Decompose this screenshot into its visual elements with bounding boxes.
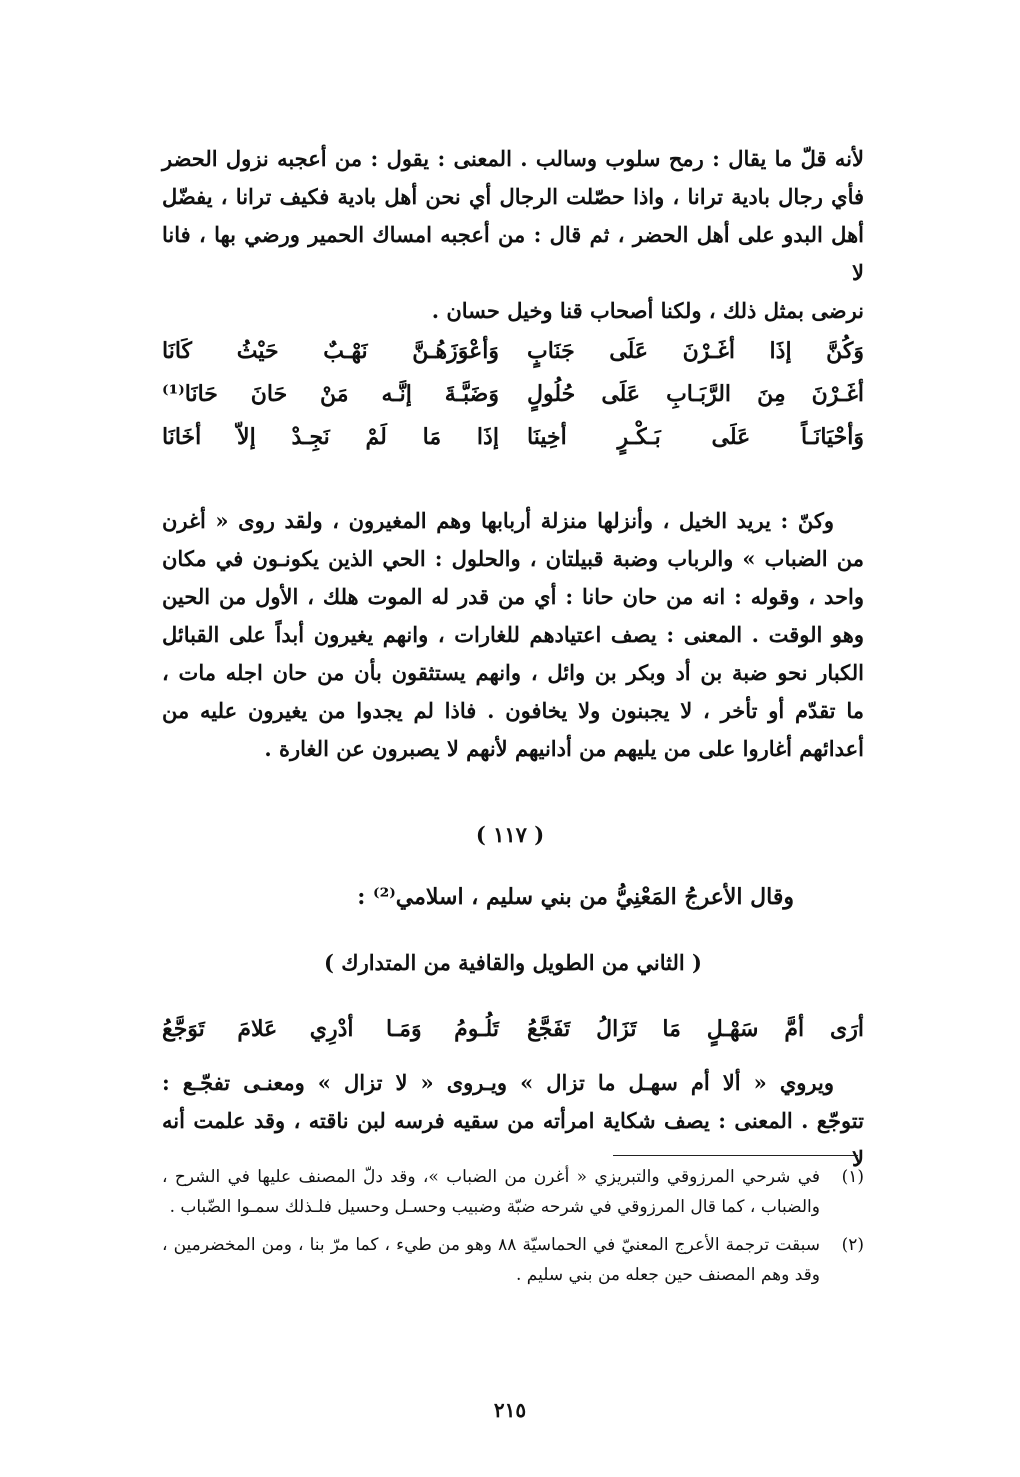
footnote-number: (١) [841,1167,864,1187]
second-hemistich: وَأعْوَزَهُـنَّ نَهْـبٌ حَيْثُ كَانَا [162,338,499,364]
first-hemistich: وَأحْيَانَـاً عَلَى بَـكْـرٍ أخِينَا [527,424,864,450]
second-hemistich: إذَا مَا لَمْ نَجِـدْ إلاّ أخَانَا [162,424,499,450]
prose-line: ويروي « ألا أم سهـل ما تزال » ويـروى « لا تزال » ومعنـى تفجّـع : [162,1070,834,1095]
footnote [162,1162,864,1222]
second-hemistich: وَضَبَّـةَ إنَّـه مَنْ حَانَ حَانَا⁽¹⁾ [162,381,499,407]
first-hemistich: وَكُنَّ إذَا أغَـرْنَ عَلَى جَنَابٍ [527,338,864,364]
closing-prose [162,1064,864,1178]
prose-line: وكنّ : يريد الخيل ، وأنزلها منزلة أربابها وهم المغيرون ، ولقد روى « أغرن [162,508,834,533]
verse-line [162,330,864,373]
commentary [162,502,864,768]
prose-line: وهو الوقت . المعنى : يصف اعتيادهم للغارات ، وانهم يغيرون أبداً على القبائل [162,622,864,647]
first-hemistich: أغَـرْنَ مِنَ الرَّبَـابِ عَلَى حُلُولٍ [527,381,864,407]
footnotes [162,1162,864,1290]
prose-line: لأنه قلّ ما يقال : رمح سلوب وسالب . المعنى : يقول : من أعجبه نزول الحضر [162,146,864,171]
meter-line: ( الثاني من الطويل والقافية من المتدارك ) [324,950,702,975]
poem-intro: وقال الأعرجُ المَعْنِيُّ من بني سليم ، اسلامي⁽²⁾ : [357,884,794,910]
verse-line [162,1008,864,1051]
footnote-text: في شرحي المرزوقي والتبريزي « أغرن من الضباب »، وقد دلّ المصنف عليها في الشرح ، والضباب ، كما قال المرزوقي في شرحه ضبّة وضبيب وحسـل وحسيل فلـذلك سمـوا الضّباب . [162,1167,820,1217]
second-hemistich: تَلُـومُ وَمَـا أدْرِي عَلامَ تَوَجَّعُ [162,1016,499,1042]
prose-line: الكبار نحو ضبة بن أد وبكر بن وائل ، وانهم يستثقون بأن من حان اجله مات ، [162,660,864,685]
poem-number: ( ١١٧ ) [475,822,545,847]
prose-line: تتوجّع . المعنى : يصف شكاية امرأته من سقيه فرسه لبن ناقته ، وقد علمت أنه لا [162,1108,864,1171]
footnote-divider [613,1155,858,1156]
verse-line [162,416,864,459]
prose-line: أعدائهم أغاروا على من يليهم من أدانيهم لأنهم لا يصبرون عن الغارة . [264,736,864,761]
first-hemistich: أرَى أمَّ سَهْـلٍ مَا تَزَالُ تَفَجَّعُ [527,1016,864,1042]
prose-line: ما تقدّم أو تأخر ، لا يجبنون ولا يخافون . فاذا لم يجدوا من يغيرون عليه من [162,698,864,723]
prose-line: فأي رجال بادية ترانا ، واذا حصّلت الرجال أي نحن أهل بادية فكيف ترانا ، يفضّل [162,184,864,209]
page-number: ٢١٥ [493,1398,527,1422]
intro-prose [162,140,864,330]
footnote [162,1230,864,1290]
verse-b [162,1008,864,1051]
prose-line: نرضى بمثل ذلك ، ولكنا أصحاب قنا وخيل حسان . [431,298,864,323]
prose-line: من الضباب » والرباب وضبة قبيلتان ، والحلول : الحي الذين يكونـون في مكان [162,546,864,571]
footnote-number: (٢) [841,1235,864,1255]
verses-a [162,330,864,459]
verse-line [162,373,864,416]
prose-line: واحد ، وقوله : انه من حان حانا : أي من قدر له الموت هلك ، الأول من الحين [162,584,864,609]
footnote-text: سبقت ترجمة الأعرج المعنيّ في الحماسيّة ٨٨ وهو من طيء ، كما مرّ بنا ، ومن المخضرمين ، وقد وهم المصنف حين جعله من بني سليم . [162,1235,820,1285]
prose-line: أهل البدو على أهل الحضر ، ثم قال : من أعجبه امساك الحمير ورضي بها ، فانا لا [162,222,864,285]
